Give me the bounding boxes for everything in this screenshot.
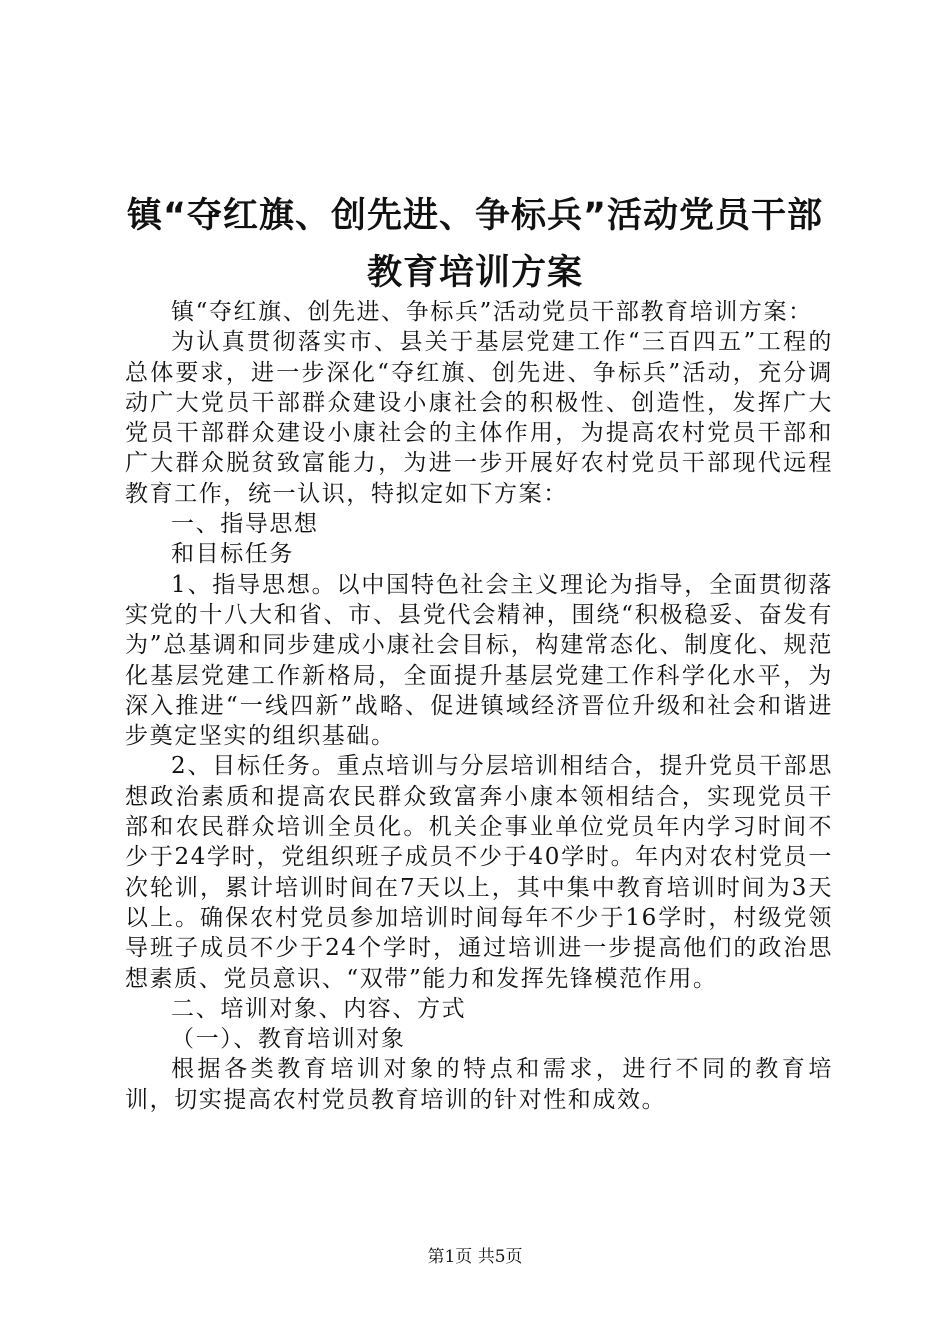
paragraph-training-targets: 根据各类教育培训对象的特点和需求，进行不同的教育培训，切实提高农村党员教育培训的针对性和成效。	[125, 1056, 833, 1113]
section-heading-2: 二、培训对象、内容、方式	[171, 995, 467, 1022]
section-heading-1: 一、指导思想	[171, 511, 319, 538]
document-title-line-2: 教育培训方案	[366, 253, 583, 293]
subsection-heading-1: （一）、教育培训对象	[171, 1026, 406, 1053]
paragraph-target-tasks: 2、目标任务。重点培训与分层培训相结合，提升党员干部思想政治素质和提高农民群众致富奔小康本领相结合，实现党员干部和农民群众培训全员化。机关企事业单位党员年内学习时间不少于24学时，党组织班子成员不少于40学时。年内对农村党员一次轮训，累计培训时间在7天以上，其中集中教育培训时间为3天以上。确保农村党员参加培训时间每年不少于16学时，村级党领导班子成员不少于24个学时，通过培训进一步提高他们的政治思想素质、党员意识、“双带”能力和发挥先锋模范作用。	[125, 753, 833, 992]
document-body	[125, 297, 833, 1115]
paragraph-guiding-thought: 1、指导思想。以中国特色社会主义理论为指导，全面贯彻落实党的十八大和省、市、县党代会精神，围绕“积极稳妥、奋发有为”总基调和同步建成小康社会目标，构建常态化、制度化、规范化基层党建工作新格局，全面提升基层党建工作科学化水平，为深入推进“一线四新”战略、促进镇域经济晋位升级和社会和谐进步奠定坚实的组织基础。	[125, 571, 833, 750]
paragraph-preamble: 为认真贯彻落实市、县关于基层党建工作“三百四五”工程的总体要求，进一步深化“夺红旗、创先进、争标兵”活动，充分调动广大党员干部群众建设小康社会的积极性、创造性，发挥广大党员干部群众建设小康社会的主体作用，为提高农村党员干部和广大群众脱贫致富能力，为进一步开展好农村党员干部现代远程教育工作，统一认识，特拟定如下方案：	[125, 329, 833, 507]
page-footer: 第1页 共5页	[427, 1247, 523, 1267]
paragraph-intro: 镇“夺红旗、创先进、争标兵”活动党员干部教育培训方案：	[171, 299, 813, 325]
document-title-line-1: 镇“夺红旗、创先进、争标兵”活动党员干部	[126, 196, 823, 236]
section-heading-1-cont: 和目标任务	[171, 541, 294, 568]
